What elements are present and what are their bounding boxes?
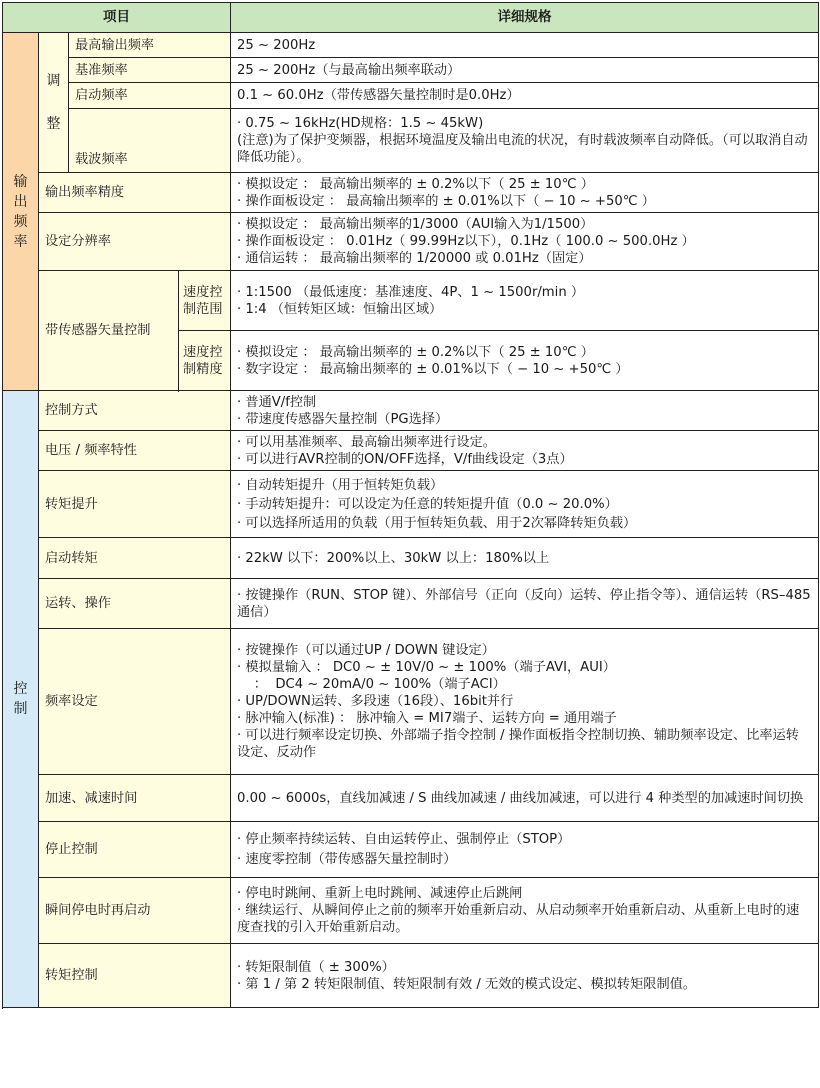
label-carrier: 载波频率 [69, 109, 231, 173]
label-start-freq: 启动频率 [69, 83, 231, 109]
label-stop: 停止控制 [39, 822, 231, 878]
section-adjust: 调 整 [39, 33, 69, 173]
value-carrier: · 0.75 ~ 16kHz(HD规格：1.5 ~ 45kW) (注意)为了保护变频器，根据环境温度及输出电流的状况，有时载波频率自动降低。（可以取消自动降低功能）。 [231, 109, 819, 173]
value-base-freq: 25 ~ 200Hz（与最高输出频率联动） [231, 58, 819, 83]
label-accel: 加速、减速时间 [39, 775, 231, 822]
value-freq-setting: · 按键操作（可以通过UP / DOWN 键设定） · 模拟量输入 ： DC0 ~ ± 10V/0 ~ ± 100%（端子AVI，AUI） ： DC4 ~ 20mA/0 ~ 100%（端子ACI） · UP/DOWN运转、多段速（16段）、16bit并行 · 脉冲输入(标准) ： 脉冲输入 = MI7端子、运转方向 = 通用端子 · 可以进行频率设定切换、外部端子指令控制 / 操作面板指令控制切换、辅助频率设定、比率运转设定、反动作 [231, 629, 819, 775]
value-start-torque: · 22kW 以下：200%以上、30kW 以上：180%以上 [231, 538, 819, 579]
spec-table [2, 2, 819, 1008]
value-operation: · 按键操作（RUN、STOP 键）、外部信号（正向（反向）运转、停止指令等）、通信运转（RS–485通信） [231, 579, 819, 629]
header-spec: 详细规格 [231, 3, 819, 33]
label-torque-boost: 转矩提升 [39, 471, 231, 538]
value-speed-accuracy: · 模拟设定 ： 最高输出频率的 ± 0.2%以下（ 25 ± 10℃ ） · 数字设定 ： 最高输出频率的 ± 0.01%以下（ − 10 ~ +50℃ ） [231, 331, 819, 391]
value-torque-boost: · 自动转矩提升（用于恒转矩负载） · 手动转矩提升：可以设定为任意的转矩提升值（0.0 ~ 20.0%） · 可以选择所适用的负载（用于恒转矩负载、用于2次幂降转矩负载） [231, 471, 819, 538]
header-row [3, 3, 819, 33]
label-speed-accuracy: 速度控制精度 [179, 331, 231, 391]
label-max-freq: 最高输出频率 [69, 33, 231, 58]
label-control-method: 控制方式 [39, 391, 231, 431]
label-accuracy: 输出频率精度 [39, 173, 231, 213]
value-speed-range: · 1:1500 （最低速度：基准速度、4P、1 ~ 1500r/min ） · 1:4 （恒转矩区域：恒输出区域） [231, 271, 819, 331]
label-speed-range: 速度控制范围 [179, 271, 231, 331]
value-accuracy: · 模拟设定 ： 最高输出频率的 ± 0.2%以下（ 25 ± 10℃ ） · 操作面板设定 ： 最高输出频率的 ± 0.01%以下（ − 10 ~ +50℃ ） [231, 173, 819, 213]
value-vf: · 可以用基准频率、最高输出频率进行设定。 · 可以进行AVR控制的ON/OFF选择，V/f曲线设定（3点） [231, 431, 819, 471]
label-start-torque: 启动转矩 [39, 538, 231, 579]
value-stop: · 停止频率持续运转、自由运转停止、强制停止（STOP） · 速度零控制（带传感器矢量控制时） [231, 822, 819, 878]
label-base-freq: 基准频率 [69, 58, 231, 83]
label-restart: 瞬间停电时再启动 [39, 878, 231, 944]
value-control-method: · 普通V/f控制 · 带速度传感器矢量控制（PG选择） [231, 391, 819, 431]
label-torque-control: 转矩控制 [39, 944, 231, 1008]
value-accel: 0.00 ~ 6000s，直线加减速 / S 曲线加减速 / 曲线加减速，可以进行 4 种类型的加减速时间切换 [231, 775, 819, 822]
value-resolution: · 模拟设定 ： 最高输出频率的1/3000（AUI输入为1/1500） · 操作面板设定 ： 0.01Hz（ 99.99Hz以下），0.1Hz（ 100.0 ~ 500.0Hz ） · 通信运转 ： 最高输出频率的 1/20000 或 0.01Hz（固定） [231, 213, 819, 271]
label-resolution: 设定分辨率 [39, 213, 231, 271]
header-item: 项目 [3, 3, 231, 33]
label-vector: 带传感器矢量控制 [39, 271, 179, 391]
value-torque-control: · 转矩限制值（ ± 300%） · 第 1 / 第 2 转矩限制值、转矩限制有效 / 无效的模式设定、模拟转矩限制值。 [231, 944, 819, 1008]
value-start-freq: 0.1 ~ 60.0Hz（带传感器矢量控制时是0.0Hz） [231, 83, 819, 109]
label-freq-setting: 频率设定 [39, 629, 231, 775]
value-max-freq: 25 ~ 200Hz [231, 33, 819, 58]
value-restart: · 停电时跳闸、重新上电时跳闸、减速停止后跳闸 · 继续运行、从瞬间停止之前的频率开始重新启动、从启动频率开始重新启动、从重新上电时的速度查找的引入开始重新启动。 [231, 878, 819, 944]
label-operation: 运转、操作 [39, 579, 231, 629]
section-output-frequency: 输 出 频 率 [3, 33, 39, 391]
section-control: 控 制 [3, 391, 39, 1008]
label-vf: 电压 / 频率特性 [39, 431, 231, 471]
